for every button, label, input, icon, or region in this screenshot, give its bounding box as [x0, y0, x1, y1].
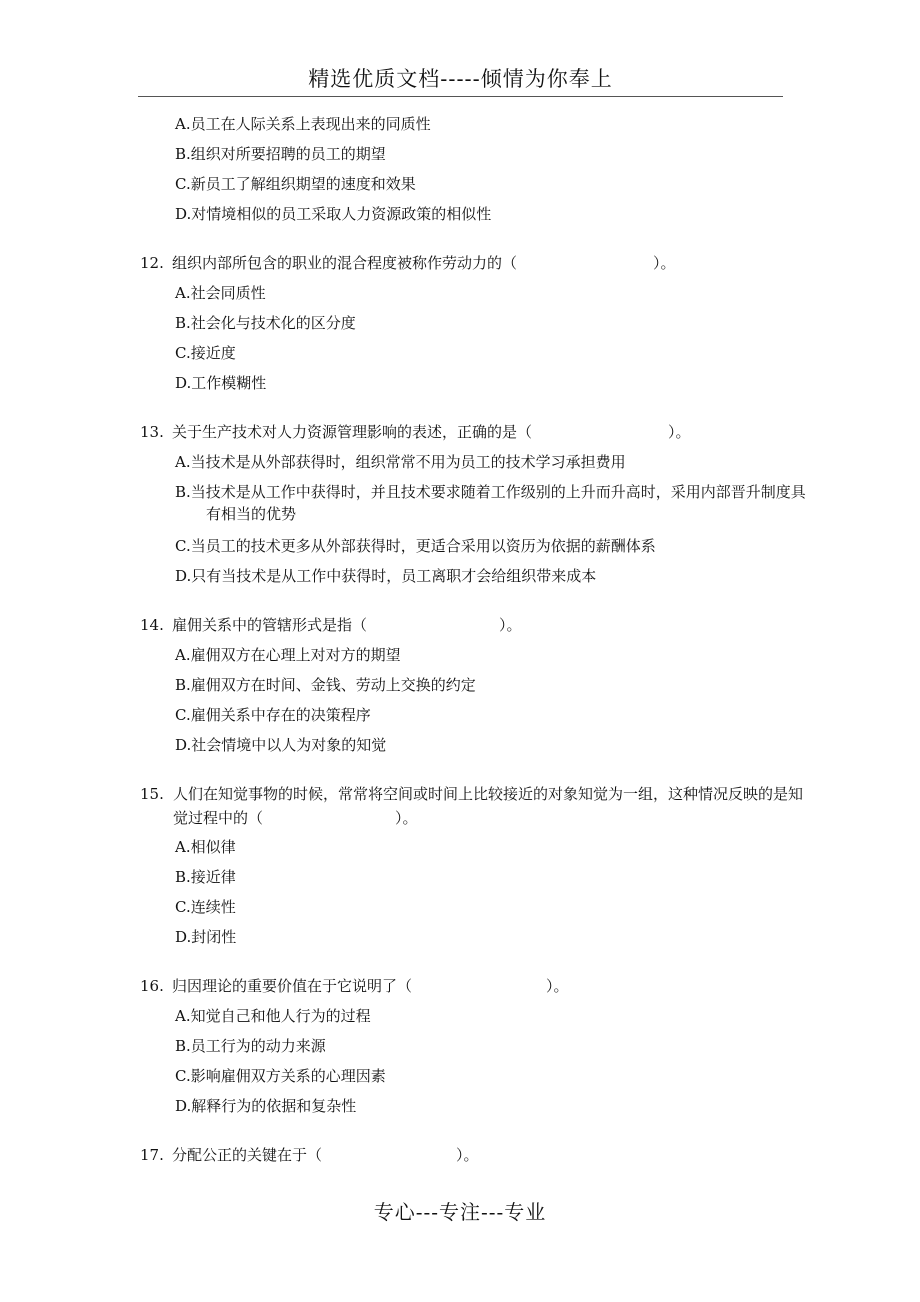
question-16 — [140, 976, 569, 996]
option-b: B.社会化与技术化的区分度 — [175, 314, 356, 332]
option-b: B.组织对所要招聘的员工的期望 — [175, 145, 386, 163]
option-a: A.当技术是从外部获得时，组织常常不用为员工的技术学习承担费用 — [175, 453, 626, 471]
question-13 — [140, 422, 691, 442]
option-b: B.雇佣双方在时间、金钱、劳动上交换的约定 — [175, 676, 476, 694]
question-number: 17. — [140, 1146, 164, 1164]
option-c: C.连续性 — [175, 898, 236, 916]
question-number: 14. — [140, 616, 164, 634]
option-a: A.员工在人际关系上表现出来的同质性 — [175, 115, 431, 133]
question-end: ）。 — [653, 254, 676, 272]
option-d: D.解释行为的依据和复杂性 — [175, 1097, 357, 1115]
option-a: A.相似律 — [175, 838, 236, 856]
option-c: C.当员工的技术更多从外部获得时，更适合采用以资历为依据的薪酬体系 — [175, 537, 656, 555]
option-b: B.员工行为的动力来源 — [175, 1037, 326, 1055]
question-end: ）。 — [456, 1146, 479, 1164]
question-number: 12. — [140, 254, 164, 272]
question-stem: 人们在知觉事物的时候，常常将空间或时间上比较接近的对象知觉为一组，这种情况反映的是知觉过程中的（ — [173, 785, 804, 827]
option-d: D.对情境相似的员工采取人力资源政策的相似性 — [175, 205, 492, 223]
footer-text: 专心---专注---专业 — [373, 1200, 547, 1224]
option-b: B.当技术是从工作中获得时，并且技术要求随着工作级别的上升而升高时，采用内部晋升制度具有相当的优势 — [175, 483, 806, 523]
option-c: C.影响雇佣双方关系的心理因素 — [175, 1067, 386, 1085]
option-d: D.封闭性 — [175, 928, 237, 946]
option-c: C.接近度 — [175, 344, 236, 362]
question-17 — [140, 1145, 479, 1165]
question-end: ）。 — [395, 809, 418, 827]
question-number: 13. — [140, 423, 164, 441]
question-number: 16. — [140, 977, 164, 995]
question-end: ）。 — [668, 423, 691, 441]
question-12 — [140, 253, 676, 273]
question-number: 15. — [140, 785, 164, 803]
question-stem: 分配公正的关键在于（ — [172, 1146, 323, 1164]
question-end: ）。 — [499, 616, 522, 634]
option-a: A.知觉自己和他人行为的过程 — [175, 1007, 371, 1025]
page-header — [138, 62, 783, 97]
page-footer — [0, 1196, 920, 1225]
question-stem: 关于生产技术对人力资源管理影响的表述，正确的是（ — [172, 423, 533, 441]
option-d: D.只有当技术是从工作中获得时，员工离职才会给组织带来成本 — [175, 567, 597, 585]
question-15 — [140, 782, 813, 830]
question-14 — [140, 615, 522, 635]
question-stem: 雇佣关系中的管辖形式是指（ — [172, 616, 368, 634]
option-c: C.雇佣关系中存在的决策程序 — [175, 706, 371, 724]
option-d: D.工作模糊性 — [175, 374, 267, 392]
question-stem: 归因理论的重要价值在于它说明了（ — [172, 977, 413, 995]
option-c: C.新员工了解组织期望的速度和效果 — [175, 175, 416, 193]
option-d: D.社会情境中以人为对象的知觉 — [175, 736, 387, 754]
option-b: B.接近律 — [175, 868, 236, 886]
header-title: 精选优质文档-----倾情为你奉上 — [308, 67, 613, 91]
question-end: ）。 — [546, 977, 569, 995]
option-a: A.雇佣双方在心理上对对方的期望 — [175, 646, 401, 664]
option-a: A.社会同质性 — [175, 284, 266, 302]
question-stem: 组织内部所包含的职业的混合程度被称作劳动力的（ — [172, 254, 518, 272]
